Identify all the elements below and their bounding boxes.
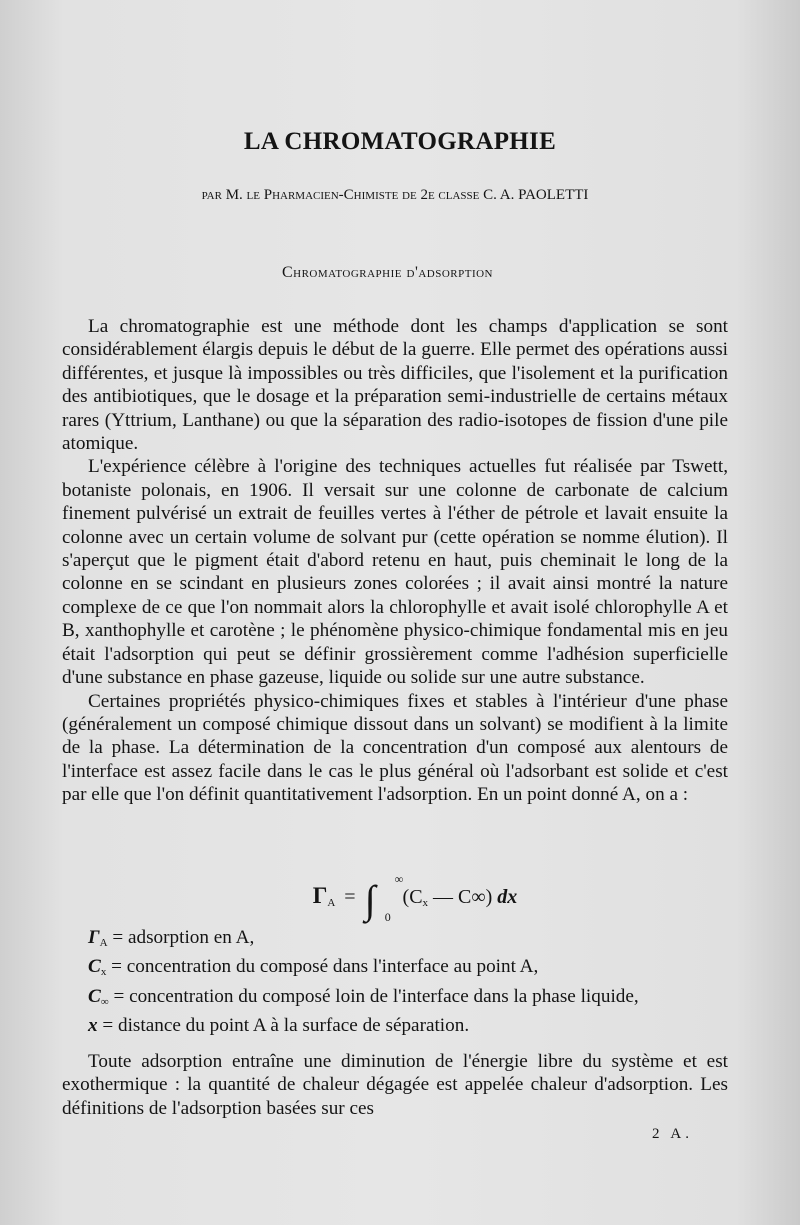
- definition-text: = concentration du composé loin de l'interface dans la phase liquide,: [108, 985, 639, 1007]
- definition-cinf: [62, 985, 728, 1014]
- paragraph-intro: La chromatographie est une méthode dont les champs d'application se sont considérablement élargis depuis le début de la guerre. Elle permet des opérations aussi différentes, et jusque là impossibles ou très difficiles, que l'isolement et la purification des antibiotiques, que le dosage et la préparation semi-industrielle de certains métaux rares (Yttrium, Lanthane) ou que la séparation des radio-isotopes de fission d'une pile atomique.: [62, 316, 728, 455]
- formula-gamma-subscript: A: [327, 897, 336, 909]
- section-heading: Chromatographie d'adsorption: [281, 264, 494, 281]
- integral-upper-limit: ∞: [394, 872, 404, 886]
- definition-cx: [88, 955, 728, 984]
- symbol-definitions: [62, 926, 728, 1038]
- body-text: [62, 315, 728, 807]
- definition-symbol-subscript: ∞: [100, 995, 109, 1008]
- formula-gamma: Γ: [312, 883, 328, 908]
- paragraph-tswett: L'expérience célèbre à l'origine des techniques actuelles fut réalisée par Tswett, botaniste polonais, en 1906. Il versait sur une colonne de carbonate de calcium finement pulvérisé un extrait de feuilles vertes à l'éther de pétrole et lavait ensuite la colonne avec un certain volume de solvant pur (cette opération se nomme élution). Il s'aperçut que le pigment était d'abord retenu en haut, puis cheminait le long de la colonne en se scindant en plusieurs zones colorées ; il avait ainsi montré la nature complexe de ce que l'on nommait alors la chlorophylle et avait isolé chlorophylle A et B, xanthophylle et carotène ; le phénomène physico-chimique fondamental mis en jeu était l'adsorption qui peut se définir grossièrement comme l'adhésion superficielle d'une substance en phase gazeuse, liquide ou solide sur une autre substance.: [62, 456, 728, 689]
- definition-gamma: [88, 926, 728, 955]
- definition-text: = concentration du composé dans l'interface au point A,: [106, 956, 539, 978]
- integrand-open: (C: [402, 886, 423, 908]
- formula-equals: =: [344, 886, 356, 908]
- differential: dx: [497, 886, 518, 908]
- definition-symbol: Γ: [88, 927, 100, 948]
- integrand-close: ∞): [471, 886, 498, 908]
- integral-sign: ∫: [364, 877, 376, 922]
- definition-x: [88, 1014, 728, 1037]
- definition-text: = distance du point A à la surface de séparation.: [97, 1015, 470, 1037]
- definition-symbol-subscript: A: [99, 937, 108, 949]
- definition-symbol: x: [88, 1015, 98, 1037]
- definition-symbol-subscript: x: [100, 966, 107, 979]
- author-byline: par M. le Pharmacien-Chimiste de 2e classe C. A. PAOLETTI: [201, 187, 589, 203]
- definition-symbol: C: [88, 956, 101, 978]
- page-number: 2 A.: [652, 1126, 694, 1142]
- definition-symbol: C: [88, 985, 101, 1007]
- integral-lower-limit: 0: [384, 910, 391, 924]
- definition-text: = adsorption en A,: [107, 927, 255, 948]
- paragraph-thermodynamics: Toute adsorption entraîne une diminution de l'énergie libre du système et est exothermique : la quantité de chaleur dégagée est appelée chaleur d'adsorption. Les définitions de l'adsorption basées sur ces: [62, 1051, 728, 1119]
- article-title: LA CHROMATOGRAPHIE: [243, 128, 557, 155]
- adsorption-formula: [0, 872, 800, 926]
- paragraph-definition: Certaines propriétés physico-chimiques fixes et stables à l'intérieur d'une phase (généralement un composé chimique dissout dans un solvant) se modifient à la limite de la phase. La détermination de la concentration d'un composé aux alentours de l'interface est assez facile dans le cas le plus général où l'adsorbant est solide et c'est par elle que l'on définit quantitativement l'adsorption. En un point donné A, on a :: [62, 690, 728, 806]
- body-text-continued: [62, 1050, 728, 1120]
- integrand-minus: — C: [428, 886, 472, 908]
- integrand-subscript: x: [422, 897, 429, 909]
